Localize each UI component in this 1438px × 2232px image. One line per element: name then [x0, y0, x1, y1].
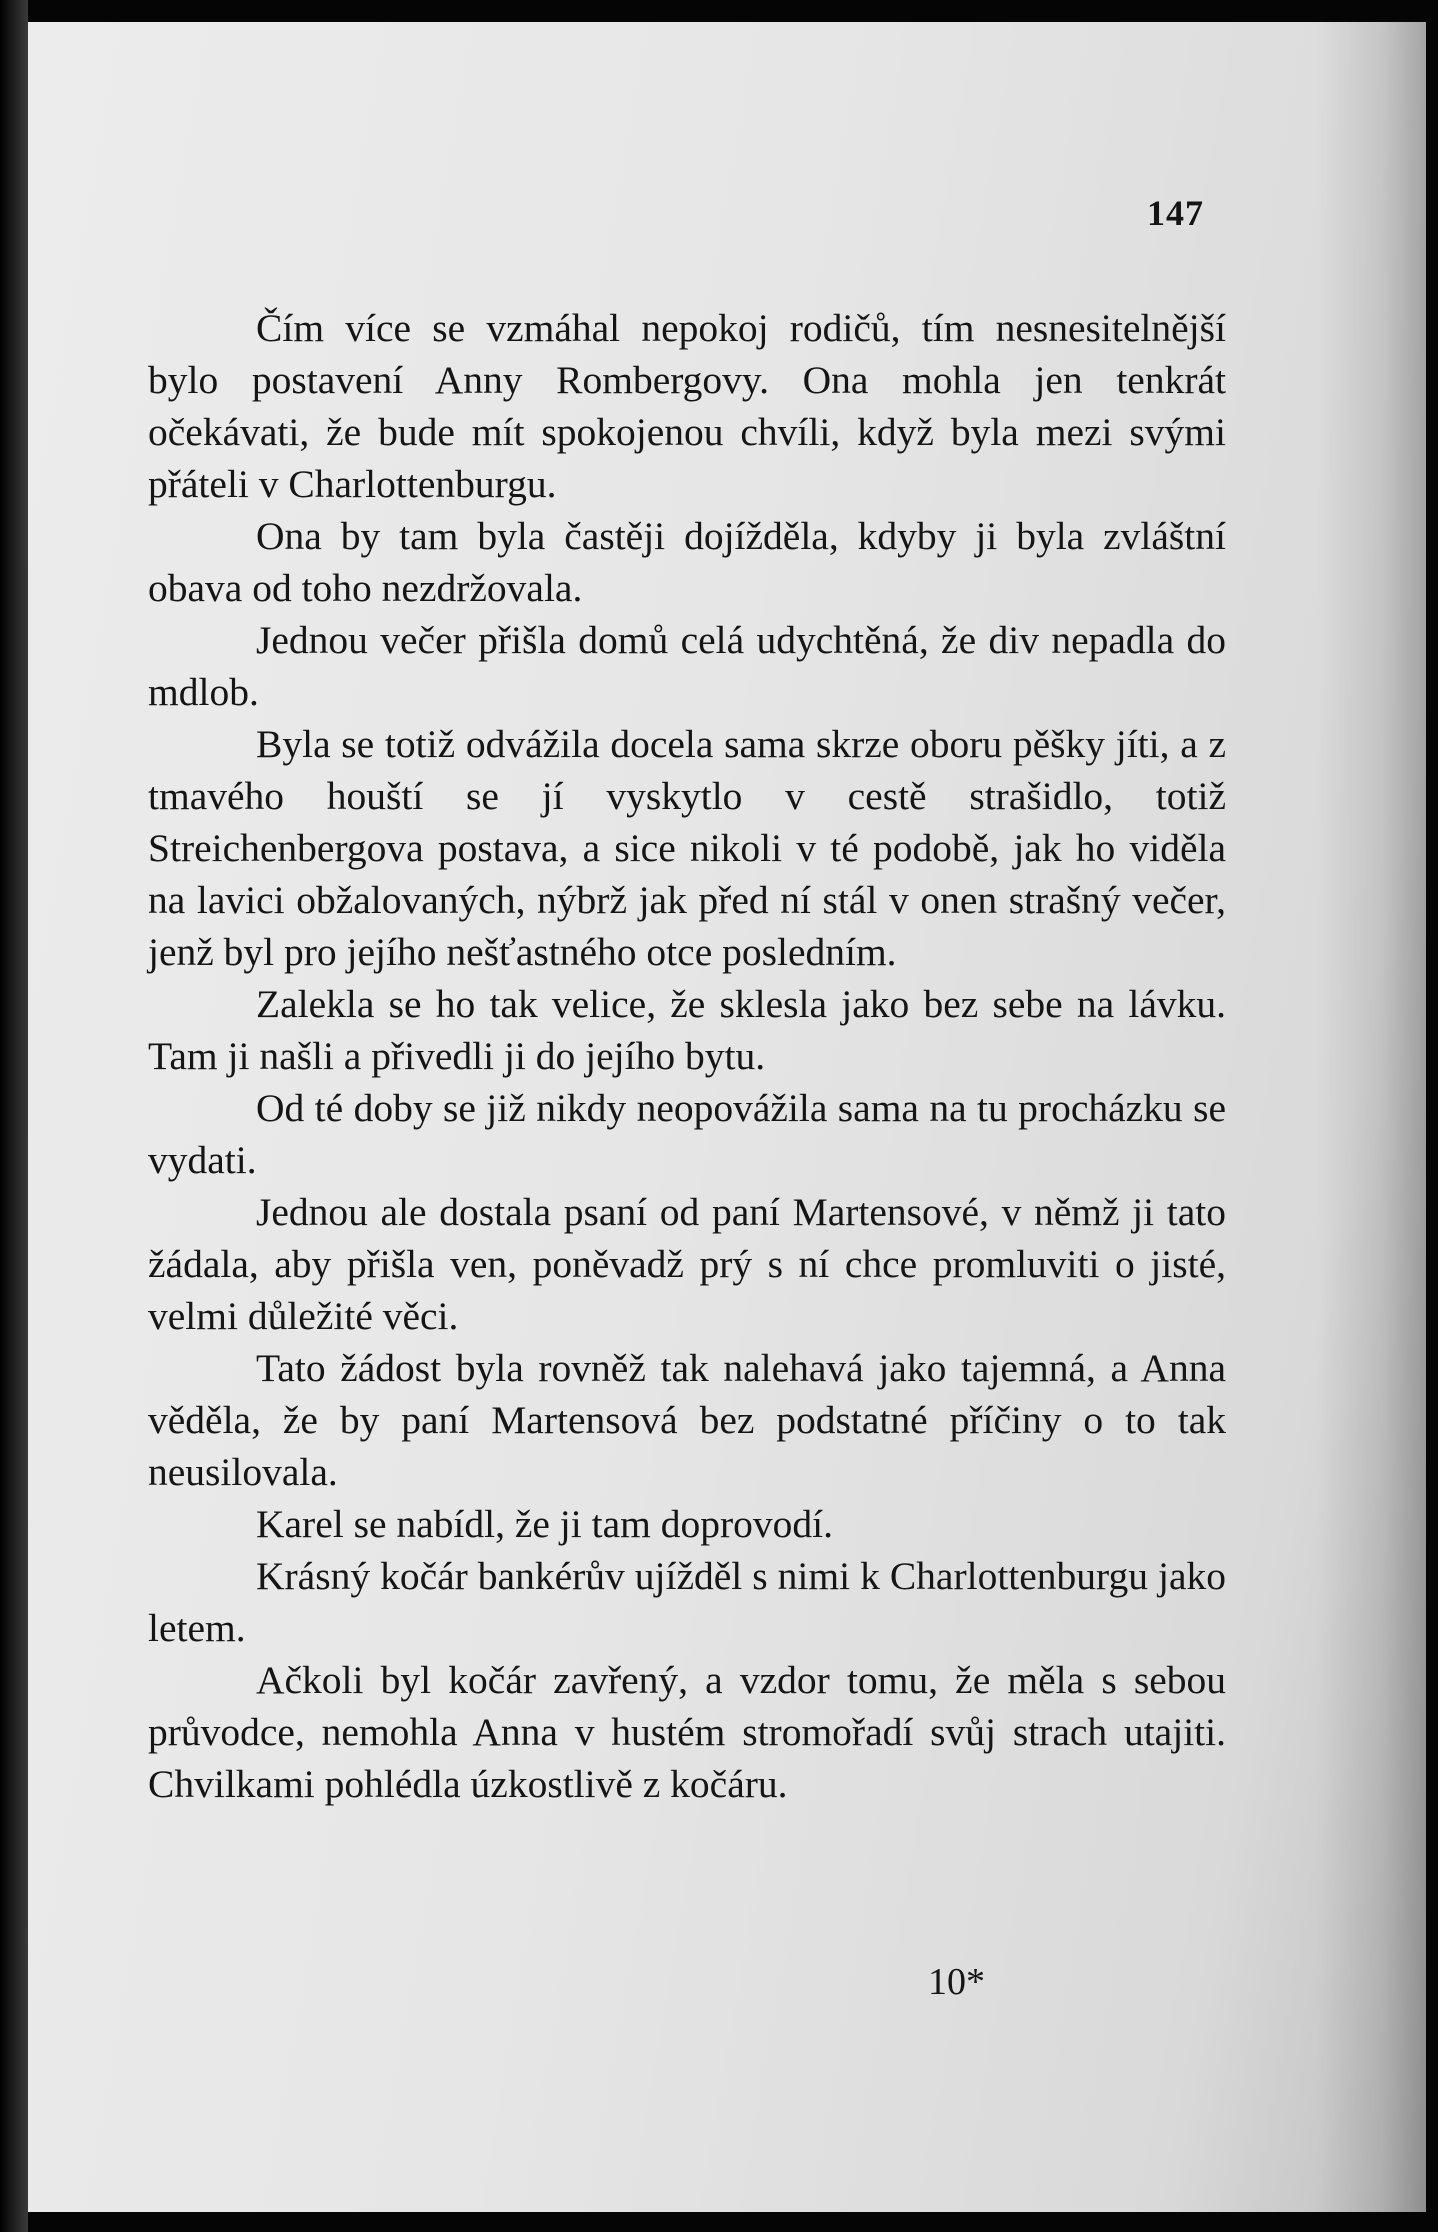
book-page	[28, 22, 1426, 2212]
paragraph: Jednou večer přišla domů celá udychtěná, že div nepadla do mdlob.	[148, 618, 1226, 714]
paragraph: Ačkoli byl kočár zavřený, a vzdor tomu, že měla s sebou průvodce, nemohla Anna v hustém stromořadí svůj strach utajiti. Chvilkami pohlédla úzkostlivě z kočáru.	[148, 1658, 1226, 1806]
book-binding-edge	[0, 0, 28, 2232]
page-number: 147	[1147, 193, 1204, 233]
paragraph: Jednou ale dostala psaní od paní Martensové, v němž ji tato žádala, aby přišla ven, poněvadž prý s ní chce promluviti o jisté, velmi důležité věci.	[148, 1190, 1226, 1338]
paragraph: Krásný kočár bankérův ujížděl s nimi k Charlottenburgu jako letem.	[148, 1554, 1226, 1650]
paragraph: Od té doby se již nikdy neopovážila sama na tu procházku se vydati.	[148, 1086, 1226, 1182]
paragraph: Čím více se vzmáhal nepokoj rodičů, tím nesnesitelnější bylo postavení Anny Rombergovy. Ona mohla jen tenkrát očekávati, že bude mít spokojenou chvíli, když byla mezi svými přáteli v Charlottenburgu.	[148, 306, 1226, 506]
paragraph: Byla se totiž odvážila docela sama skrze oboru pěšky jíti, a z tmavého houští se jí vyskytlo v cestě strašidlo, totiž Streichenbergova postava, a sice nikoli v té podobě, jak ho viděla na lavici obžalovaných, nýbrž jak před ní stál v onen strašný večer, jenž byl pro jejího nešťastného otce posledním.	[148, 722, 1226, 974]
paragraph: Tato žádost byla rovněž tak nalehavá jako tajemná, a Anna věděla, že by paní Martensová bez podstatné příčiny o to tak neusilovala.	[148, 1346, 1226, 1494]
paragraph: Zalekla se ho tak velice, že sklesla jako bez sebe na lávku. Tam ji našli a přivedli ji do jejího bytu.	[148, 982, 1226, 1078]
signature-mark: 10*	[928, 1961, 985, 2003]
paragraph: Karel se nabídl, že ji tam doprovodí.	[256, 1502, 833, 1546]
paragraph: Ona by tam byla častěji dojížděla, kdyby ji byla zvláštní obava od toho nezdržovala.	[148, 514, 1226, 610]
body-text	[148, 302, 1226, 1810]
